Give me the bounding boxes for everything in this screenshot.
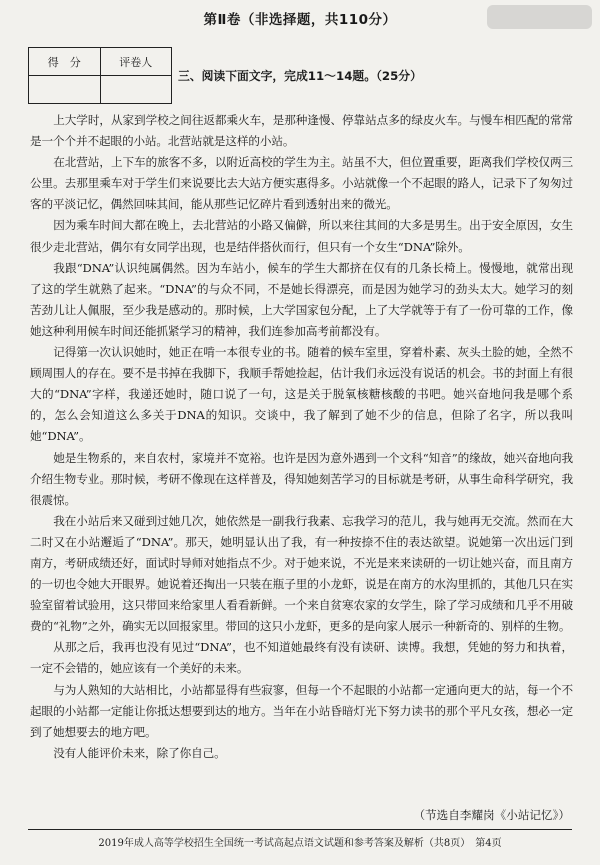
footer-divider (28, 829, 572, 830)
score-label: 得 分 (29, 48, 101, 76)
paragraph: 记得第一次认识她时，她正在啃一本很专业的书。随着的候车室里，穿着朴素、灰头土脸的她，全然不顾周围人的存在。要不是书掉在我脚下，我顺手帮她捡起，估计我们永远没有说话的机会。书的封面上有很大的“DNA”字样，我递还她时，随口说了一句，这是关于脱氧核糖核酸的书吧。她兴奋地问我是哪个系的，怎么会知道这么多关于DNA的知识。交谈中，我了解到了她不少的信息，但除了名字，所以我叫她“DNA”。 (30, 345, 573, 444)
passage (30, 110, 573, 764)
paragraph: 没有人能评价未来，除了你自己。 (53, 745, 226, 760)
paragraph: 我在小站后来又碰到过她几次，她依然是一副我行我素、忘我学习的范儿，我与她再无交流。然而在大二时又在小站邂逅了“DNA”。那天，她明显认出了我，有一种按捺不住的表达欲望。说她第一次出远门到南方，考研成绩还好，面试时导师对她指点不少。对于她来说，不光是来来读研的一切让她兴奋，而且南方的一切也令她大开眼界。她说着还掏出一只装在瓶子里的小龙虾，说是在南方的水沟里抓的，其他几只在实验室留着试验用，这只带回来给家里人看看新鲜。一个来自贫寒农家的女学生，除了学习成绩和几乎不用破费的“礼物”之外，确实无以回报家里。带回的这只小龙虾，更多的是向家人展示一种新奇的、别样的生物。 (30, 513, 573, 634)
paragraph: 上大学时，从家到学校之间往返都乘火车，是那种逢慢、停靠站点多的绿皮火车。与慢车相匹配的常常是一个个并不起眼的小站。北营站就是这样的小站。 (30, 113, 573, 149)
score-cell (29, 76, 101, 104)
score-table (28, 47, 172, 104)
paragraph: 从那之后，我再也没有见过“DNA”，也不知道她最终有没有读研、读博。我想，凭她的努力和执着，一定不会错的，她应该有一个美好的未来。 (30, 640, 573, 676)
page-footer: 2019年成人高等学校招生全国统一考试高起点语文试题和参考答案及解析（共8页） 第4页 (98, 838, 502, 849)
paragraph: 她是生物系的，来自农村，家境并不宽裕。也许是因为意外遇到一个文科“知音”的缘故，她兴奋地向我介绍生物专业。那时候，考研不像现在这样普及，得知她刻苦学习的目标就是考研，从事生命科学研究，我很震惊。 (30, 450, 573, 507)
grader-label: 评卷人 (100, 48, 172, 76)
grader-cell (100, 76, 172, 104)
paragraph: 我跟“DNA”认识纯属偶然。因为车站小，候车的学生大都挤在仅有的几条长椅上。慢慢地，就常出现了这的学生就熟了起来。“DNA”的与众不同，不是她长得漂亮，而是因为她学习的劲头太大。她学习的刻苦劲儿让人佩服，至少我是感动的。那时候，上大学国家包分配，上了大学就等于有了一份可靠的工作，像她这种利用候车时间还能抓紧学习的精神，我们连参加高考前都没有。 (30, 260, 573, 338)
paragraph: 与为人熟知的大站相比，小站都显得有些寂寥，但每一个不起眼的小站都一定通向更大的站，每一个不起眼的小站都一定能让你抵达想要到达的地方。当年在小站昏暗灯光下努力读书的那个平凡女孩，想必一定到了她想要去的地方吧。 (30, 682, 573, 739)
section-heading: 三、阅读下面文字，完成11～14题。（25分） (178, 69, 422, 83)
paragraph: 在北营站，上下车的旅客不多，以附近高校的学生为主。站虽不大，但位置重要，距离我们学校仅两三公里。去那里乘车对于学生们来说要比去大站方便实惠得多。小站就像一个不起眼的路人，记录下了匆匆过客的平淡记忆，偶然回味其间，能从那些记忆碎片看到透射出来的微光。 (30, 155, 573, 212)
passage-source: （节选自李耀岗《小站记忆》） (413, 808, 570, 822)
part-title: 第Ⅱ卷（非选择题，共110分） (203, 12, 397, 28)
paragraph: 因为乘车时间大都在晚上，去北营站的小路又偏僻，所以来往其间的大多是男生。出于安全原因，女生很少走北营站，偶尔有女同学出现，也是结伴搭伙而行，但只有一个女生“DNA”除外。 (30, 218, 573, 254)
